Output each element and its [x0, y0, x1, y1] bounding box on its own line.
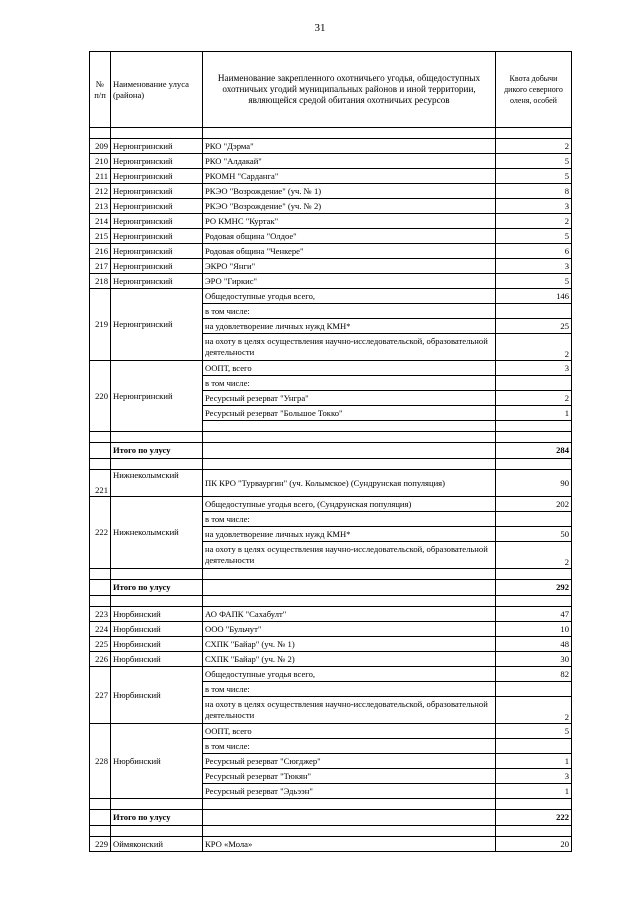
quota-cell: 82 [496, 667, 572, 682]
ulus-cell: Нижнеколымский [111, 470, 203, 497]
quota-cell: 50 [496, 527, 572, 542]
area-cell: РКО "Алдакай" [203, 154, 496, 169]
table-row [90, 837, 572, 852]
quota-cell: 48 [496, 637, 572, 652]
quota-cell: 2 [496, 214, 572, 229]
table-row [90, 667, 572, 682]
quota-cell: 3 [496, 361, 572, 376]
quota-cell: 3 [496, 259, 572, 274]
ulus-cell: Нерюнгринский [111, 214, 203, 229]
table-row [90, 214, 572, 229]
row-number: 215 [90, 229, 111, 244]
quota-cell [496, 682, 572, 697]
row-number: 219 [90, 289, 111, 361]
row-number: 223 [90, 607, 111, 622]
ulus-cell: Нюрбинский [111, 667, 203, 724]
area-cell: Ресурсный резерват "Сюгджер" [203, 754, 496, 769]
spacer-row [90, 826, 572, 837]
quota-cell [496, 512, 572, 527]
quota-cell [496, 376, 572, 391]
area-cell: ООПТ, всего [203, 724, 496, 739]
quota-cell: 2 [496, 697, 572, 724]
area-cell: Ресурсный резерват "Эдьээн" [203, 784, 496, 799]
area-cell: в том числе: [203, 304, 496, 319]
area-cell: в том числе: [203, 739, 496, 754]
quota-cell: 25 [496, 319, 572, 334]
total-quota: 292 [496, 580, 572, 596]
area-cell: РКЭО "Возрождение" (уч. № 2) [203, 199, 496, 214]
quota-cell: 2 [496, 542, 572, 569]
ulus-cell: Нерюнгринский [111, 274, 203, 289]
table-row [90, 259, 572, 274]
quota-cell: 3 [496, 769, 572, 784]
area-cell: РКОМН "Сарданга" [203, 169, 496, 184]
row-number: 216 [90, 244, 111, 259]
table-row [90, 184, 572, 199]
table-row [90, 154, 572, 169]
area-cell: Общедоступные угодья всего, [203, 667, 496, 682]
table-row [90, 652, 572, 667]
area-cell: на охоту в целях осуществления научно-исследовательской, образовательной деятельности [203, 697, 496, 724]
table-row [90, 724, 572, 739]
row-number: 228 [90, 724, 111, 799]
spacer-row [90, 569, 572, 580]
quota-cell: 8 [496, 184, 572, 199]
quota-cell: 5 [496, 274, 572, 289]
total-quota: 222 [496, 810, 572, 826]
area-cell: ЭРО "Гиркис" [203, 274, 496, 289]
total-quota: 284 [496, 443, 572, 459]
ulus-cell: Нерюнгринский [111, 169, 203, 184]
row-number: 220 [90, 361, 111, 432]
row-number: 212 [90, 184, 111, 199]
quota-cell [496, 421, 572, 432]
table-row [90, 244, 572, 259]
table-row [90, 607, 572, 622]
quota-cell: 5 [496, 154, 572, 169]
ulus-cell: Нерюнгринский [111, 289, 203, 361]
quota-cell: 20 [496, 837, 572, 852]
area-cell: Общедоступные угодья всего, [203, 289, 496, 304]
page-number: 31 [314, 22, 326, 34]
row-number: 218 [90, 274, 111, 289]
spacer-row [90, 799, 572, 810]
quota-cell [496, 739, 572, 754]
ulus-cell: Нюрбинский [111, 607, 203, 622]
total-label: Итого по улусу [111, 443, 203, 459]
table-row [90, 637, 572, 652]
row-number: 224 [90, 622, 111, 637]
quota-cell: 2 [496, 391, 572, 406]
quota-cell: 1 [496, 754, 572, 769]
quota-cell: 30 [496, 652, 572, 667]
area-cell: СХПК "Байар" (уч. № 1) [203, 637, 496, 652]
table-row [90, 199, 572, 214]
quota-cell: 5 [496, 229, 572, 244]
area-cell: ЭКРО "Янги" [203, 259, 496, 274]
table-row [90, 497, 572, 512]
row-number: 227 [90, 667, 111, 724]
row-number: 209 [90, 139, 111, 154]
ulus-cell: Нерюнгринский [111, 259, 203, 274]
total-label: Итого по улусу [111, 810, 203, 826]
quota-cell: 202 [496, 497, 572, 512]
total-row [90, 443, 572, 459]
table-row [90, 169, 572, 184]
area-cell: Ресурсный резерват "Тюкян" [203, 769, 496, 784]
table-row [90, 274, 572, 289]
quota-table [89, 51, 572, 852]
header-row [90, 52, 572, 128]
ulus-cell: Нерюнгринский [111, 154, 203, 169]
row-number: 221 [90, 470, 111, 497]
ulus-cell: Нерюнгринский [111, 139, 203, 154]
ulus-cell: Оймяконский [111, 837, 203, 852]
ulus-cell: Нерюнгринский [111, 361, 203, 432]
quota-cell [496, 304, 572, 319]
area-cell: СХПК "Байар" (уч. № 2) [203, 652, 496, 667]
ulus-cell: Нюрбинский [111, 622, 203, 637]
quota-cell: 90 [496, 470, 572, 497]
quota-cell: 2 [496, 139, 572, 154]
quota-cell: 2 [496, 334, 572, 361]
row-number: 214 [90, 214, 111, 229]
spacer-row [90, 432, 572, 443]
area-cell: РКЭО "Возрождение" (уч. № 1) [203, 184, 496, 199]
area-cell: на удовлетворение личных нужд КМН* [203, 319, 496, 334]
area-cell: АО ФАПК "Сахабулт" [203, 607, 496, 622]
table-row [90, 229, 572, 244]
area-cell: РКО "Дэрма" [203, 139, 496, 154]
quota-cell: 47 [496, 607, 572, 622]
area-cell: ООПТ, всего [203, 361, 496, 376]
area-cell: Родовая община "Олдое" [203, 229, 496, 244]
header-area: Наименование закрепленного охотничьего угодья, общедоступных охотничьих угодий муниципальных районов и иной территории, являющейся средой обитания охотничьих ресурсов [203, 52, 496, 128]
total-row [90, 810, 572, 826]
spacer-row [90, 596, 572, 607]
quota-cell: 5 [496, 724, 572, 739]
row-number: 225 [90, 637, 111, 652]
area-cell: на охоту в целях осуществления научно-исследовательской, образовательной деятельности [203, 334, 496, 361]
total-row [90, 580, 572, 596]
area-cell: Родовая община "Ченкере" [203, 244, 496, 259]
area-cell: на удовлетворение личных нужд КМН* [203, 527, 496, 542]
area-cell: в том числе: [203, 682, 496, 697]
ulus-cell: Нерюнгринский [111, 184, 203, 199]
row-number: 217 [90, 259, 111, 274]
ulus-cell: Нерюнгринский [111, 244, 203, 259]
ulus-cell: Нюрбинский [111, 637, 203, 652]
total-label: Итого по улусу [111, 580, 203, 596]
quota-cell: 10 [496, 622, 572, 637]
area-cell: Ресурсный резерват "Унгра" [203, 391, 496, 406]
ulus-cell: Нижнеколымский [111, 497, 203, 569]
ulus-cell: Нерюнгринский [111, 229, 203, 244]
row-number: 229 [90, 837, 111, 852]
header-ulus: Наименование улуса (района) [111, 52, 203, 128]
row-number: 210 [90, 154, 111, 169]
header-quota: Квота добычи дикого северного оленя, особей [496, 52, 572, 128]
ulus-cell: Нерюнгринский [111, 199, 203, 214]
header-no: № п/п [90, 52, 111, 128]
area-cell: в том числе: [203, 376, 496, 391]
spacer-row [90, 128, 572, 139]
row-number: 213 [90, 199, 111, 214]
area-cell: Ресурсный резерват "Большое Токко" [203, 406, 496, 421]
row-number: 211 [90, 169, 111, 184]
area-cell: ПК КРО "Турваургин" (уч. Колымское) (Сундрунская популяция) [203, 470, 496, 497]
row-number: 226 [90, 652, 111, 667]
table-row [90, 622, 572, 637]
area-cell: на охоту в целях осуществления научно-исследовательской, образовательной деятельности [203, 542, 496, 569]
quota-cell: 6 [496, 244, 572, 259]
quota-cell: 1 [496, 406, 572, 421]
ulus-cell: Нюрбинский [111, 652, 203, 667]
spacer-row [90, 459, 572, 470]
quota-cell: 146 [496, 289, 572, 304]
area-cell: РО КМНС "Куртак" [203, 214, 496, 229]
table-row [90, 139, 572, 154]
ulus-cell: Нюрбинский [111, 724, 203, 799]
area-cell: ООО "Бульчут" [203, 622, 496, 637]
row-number: 222 [90, 497, 111, 569]
area-cell: Общедоступные угодья всего, (Сундрунская популяция) [203, 497, 496, 512]
table-row [90, 470, 572, 497]
table-row [90, 361, 572, 376]
area-cell: в том числе: [203, 512, 496, 527]
quota-cell: 1 [496, 784, 572, 799]
quota-cell: 3 [496, 199, 572, 214]
table-row [90, 289, 572, 304]
area-cell: КРО «Мола» [203, 837, 496, 852]
area-cell [203, 421, 496, 432]
quota-cell: 5 [496, 169, 572, 184]
